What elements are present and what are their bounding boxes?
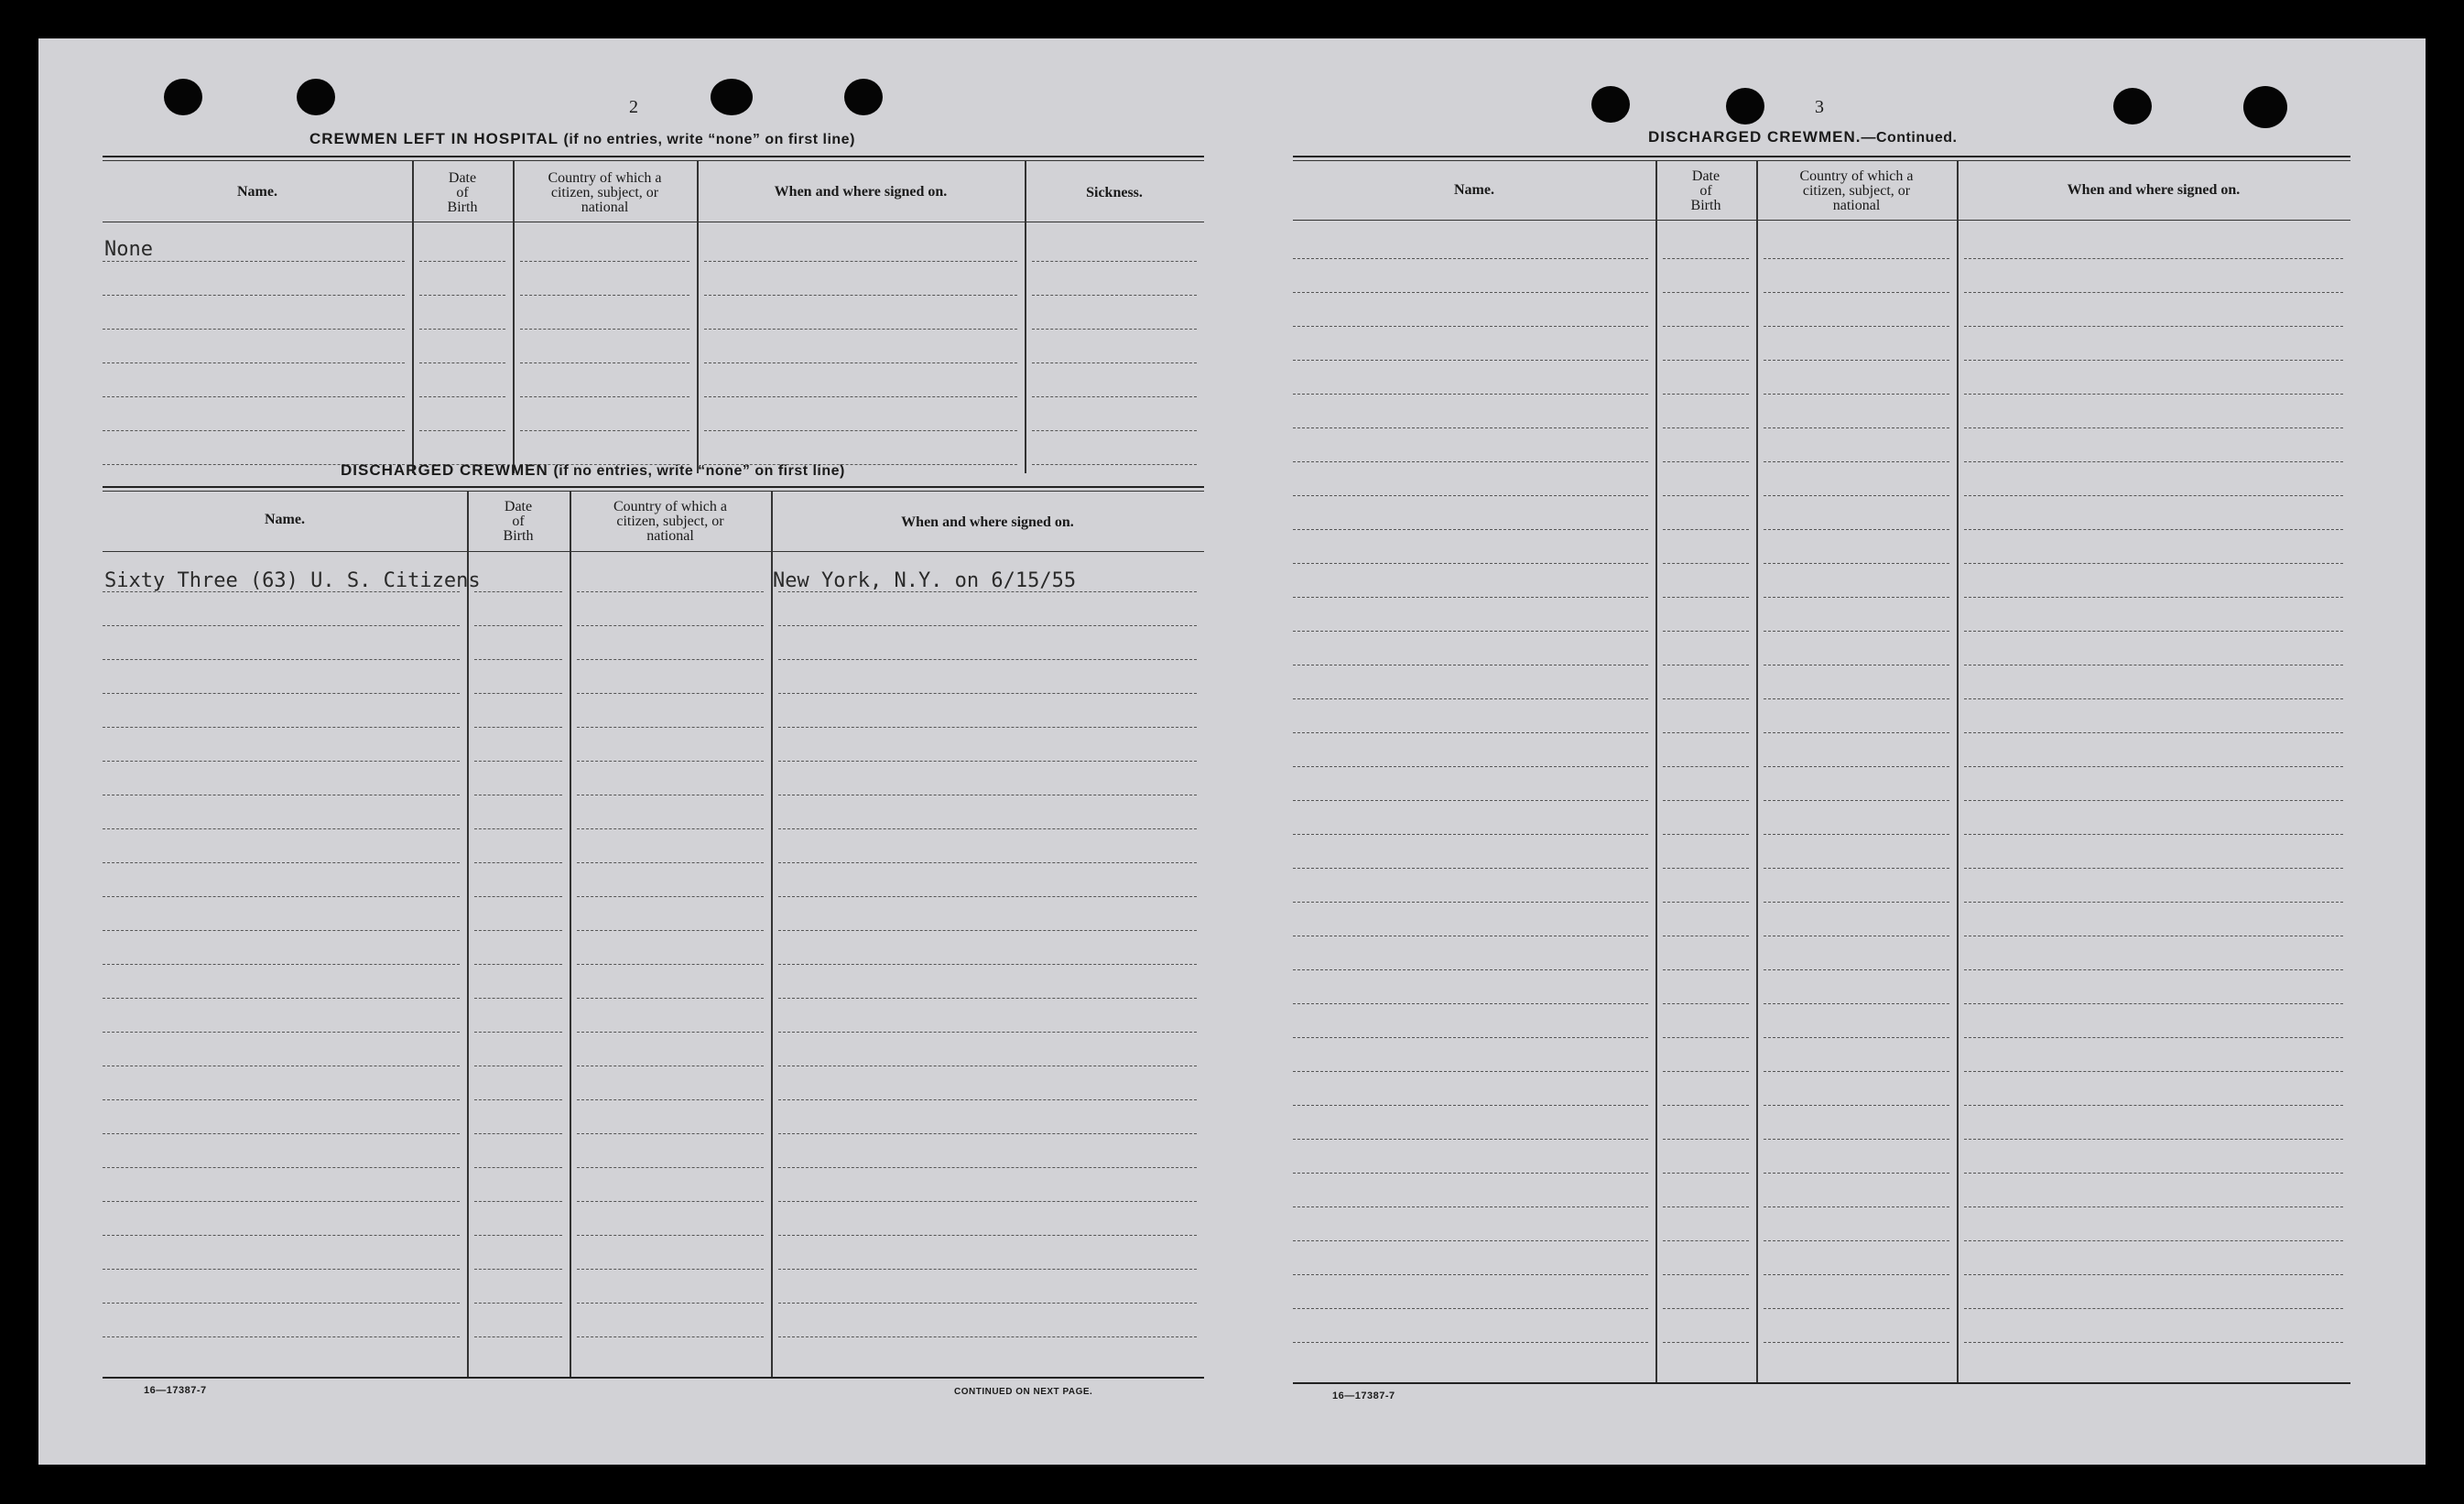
table-row-line xyxy=(1964,732,2343,733)
table-row-line xyxy=(103,1235,460,1236)
table-row-line xyxy=(778,1032,1197,1033)
table-row-line xyxy=(1764,698,1949,699)
table-row-line xyxy=(474,828,562,829)
table-row-line xyxy=(474,1336,562,1337)
table-row-line xyxy=(1663,698,1749,699)
table-row-line xyxy=(474,964,562,965)
table-row-line xyxy=(103,1032,460,1033)
table-row-line xyxy=(1293,1308,1648,1309)
table-column-divider xyxy=(1025,161,1026,473)
continued-title-text: DISCHARGED CREWMEN. xyxy=(1648,128,1862,146)
table-row-line xyxy=(1293,427,1648,428)
table-row-line xyxy=(704,329,1017,330)
table-row-line xyxy=(1293,1342,1648,1343)
table-row-line xyxy=(1293,1173,1648,1174)
punch-hole xyxy=(2113,88,2152,124)
column-header: When and where signed on. xyxy=(774,184,948,200)
punch-hole xyxy=(1591,86,1630,123)
table-row-line xyxy=(1964,1206,2343,1207)
punch-hole xyxy=(297,79,335,115)
table-row-line xyxy=(1764,1003,1949,1004)
table-row-line xyxy=(1293,326,1648,327)
discharged-entry-name: Sixty Three (63) U. S. Citizens xyxy=(104,569,481,592)
discharged-instruction: (if no entries, write “none” on first line) xyxy=(553,463,845,479)
table-row-line xyxy=(474,1201,562,1202)
table-row-line xyxy=(520,329,689,330)
table-row-line xyxy=(1293,1003,1648,1004)
table-column-divider xyxy=(1756,161,1758,1382)
table-row-line xyxy=(577,1269,764,1270)
table-row-line xyxy=(1964,360,2343,361)
table-row-line xyxy=(577,591,764,592)
table-row-line xyxy=(474,625,562,626)
continued-section-title xyxy=(1648,128,1958,146)
table-row-line xyxy=(1964,1240,2343,1241)
table-row-line xyxy=(474,693,562,694)
table-row-line xyxy=(577,896,764,897)
table-row-line xyxy=(1663,1105,1749,1106)
table-row-line xyxy=(577,1336,764,1337)
table-row-line xyxy=(577,1133,764,1134)
table-row-line xyxy=(520,295,689,296)
table-row-line xyxy=(577,625,764,626)
table-row-line xyxy=(1293,1240,1648,1241)
discharged-section-title xyxy=(341,461,845,480)
table-row-line xyxy=(1293,698,1648,699)
table-row-line xyxy=(1764,1173,1949,1174)
table-row-line xyxy=(103,896,460,897)
table-row-line xyxy=(1964,427,2343,428)
table-row-line xyxy=(1964,1003,2343,1004)
hospital-instruction: (if no entries, write “none” on first line) xyxy=(563,132,855,147)
table-row-line xyxy=(577,1032,764,1033)
table-row-line xyxy=(474,591,562,592)
table-row-line xyxy=(474,727,562,728)
table-row-line xyxy=(1293,1037,1648,1038)
table-row-line xyxy=(1964,495,2343,496)
table-row-line xyxy=(103,1099,460,1100)
table-row-line xyxy=(1964,969,2343,970)
table-row-line xyxy=(419,396,505,397)
table-header-rule xyxy=(103,551,1204,552)
table-row-line xyxy=(704,362,1017,363)
table-row-line xyxy=(1764,834,1949,835)
table-row-line xyxy=(474,1269,562,1270)
hospital-table-top-rule xyxy=(103,156,1204,157)
table-row-line xyxy=(1293,1105,1648,1106)
table-row-line xyxy=(1663,1071,1749,1072)
table-row-line xyxy=(778,1201,1197,1202)
table-row-line xyxy=(1964,1105,2343,1106)
table-row-line xyxy=(778,727,1197,728)
table-row-line xyxy=(577,1235,764,1236)
table-row-line xyxy=(1032,329,1197,330)
table-row-line xyxy=(1663,732,1749,733)
table-row-line xyxy=(1032,430,1197,431)
table-row-line xyxy=(1663,1206,1749,1207)
table-row-line xyxy=(1293,1071,1648,1072)
table-row-line xyxy=(1032,464,1197,465)
form-number: 16—17387-7 xyxy=(144,1385,207,1396)
table-row-line xyxy=(474,659,562,660)
table-column-divider xyxy=(697,161,699,473)
table-row-line xyxy=(1964,868,2343,869)
discharged-table-top-rule-2 xyxy=(103,491,1204,492)
column-header: Sickness. xyxy=(1086,185,1143,200)
column-header: Date of Birth xyxy=(503,499,534,544)
table-row-line xyxy=(1293,1139,1648,1140)
table-row-line xyxy=(1964,529,2343,530)
table-row-line xyxy=(103,295,405,296)
table-row-line xyxy=(1663,563,1749,564)
table-row-line xyxy=(1764,1206,1949,1207)
table-row-line xyxy=(1964,631,2343,632)
table-row-line xyxy=(577,1201,764,1202)
table-row-line xyxy=(1764,1105,1949,1106)
table-row-line xyxy=(103,261,405,262)
table-row-line xyxy=(1663,868,1749,869)
table-row-line xyxy=(103,727,460,728)
table-row-line xyxy=(1293,902,1648,903)
table-row-line xyxy=(778,761,1197,762)
table-row-line xyxy=(1293,766,1648,767)
table-row-line xyxy=(577,998,764,999)
table-row-line xyxy=(474,1235,562,1236)
table-row-line xyxy=(1764,732,1949,733)
punch-hole xyxy=(164,79,202,115)
table-row-line xyxy=(1032,362,1197,363)
table-row-line xyxy=(1293,800,1648,801)
table-row-line xyxy=(1663,292,1749,293)
table-row-line xyxy=(103,998,460,999)
punch-hole xyxy=(2243,86,2287,128)
table-column-divider xyxy=(570,492,571,1377)
table-row-line xyxy=(1663,529,1749,530)
table-row-line xyxy=(103,1201,460,1202)
table-row-line xyxy=(577,828,764,829)
table-row-line xyxy=(1964,834,2343,835)
continued-table-top-rule-2 xyxy=(1293,160,2350,161)
table-row-line xyxy=(778,862,1197,863)
discharged-table-top-rule xyxy=(103,486,1204,488)
table-row-line xyxy=(474,1303,562,1304)
table-row-line xyxy=(1663,1308,1749,1309)
table-row-line xyxy=(1663,461,1749,462)
table-row-line xyxy=(1663,597,1749,598)
page-number: 2 xyxy=(629,97,638,117)
table-column-divider xyxy=(467,492,469,1377)
table-row-line xyxy=(704,295,1017,296)
table-row-line xyxy=(1663,258,1749,259)
hospital-section-title xyxy=(309,130,855,148)
table-row-line xyxy=(1663,1240,1749,1241)
table-row-line xyxy=(474,1032,562,1033)
discharged-title-text: DISCHARGED CREWMEN xyxy=(341,461,548,479)
table-row-line xyxy=(1764,1342,1949,1343)
table-row-line xyxy=(577,1099,764,1100)
table-row-line xyxy=(1764,1139,1949,1140)
table-row-line xyxy=(1964,597,2343,598)
table-row-line xyxy=(1764,1274,1949,1275)
table-row-line xyxy=(1964,326,2343,327)
table-row-line xyxy=(1764,258,1949,259)
table-row-line xyxy=(103,396,405,397)
table-row-line xyxy=(1663,800,1749,801)
table-row-line xyxy=(778,1336,1197,1337)
table-row-line xyxy=(778,1303,1197,1304)
table-row-line xyxy=(1764,326,1949,327)
table-row-line xyxy=(778,1235,1197,1236)
table-row-line xyxy=(103,964,460,965)
hospital-entry: None xyxy=(104,238,153,261)
table-row-line xyxy=(1964,1173,2343,1174)
table-row-line xyxy=(1964,698,2343,699)
table-row-line xyxy=(520,362,689,363)
table-row-line xyxy=(419,430,505,431)
continued-title-suffix: —Continued. xyxy=(1861,130,1958,146)
table-row-line xyxy=(1293,394,1648,395)
table-row-line xyxy=(1293,495,1648,496)
table-row-line xyxy=(1964,1308,2343,1309)
table-row-line xyxy=(1293,834,1648,835)
table-row-line xyxy=(1293,969,1648,970)
table-row-line xyxy=(419,329,505,330)
column-header: Date of Birth xyxy=(447,170,478,215)
table-row-line xyxy=(1764,800,1949,801)
column-header: Name. xyxy=(1454,182,1494,198)
table-row-line xyxy=(474,998,562,999)
table-row-line xyxy=(1293,1274,1648,1275)
table-row-line xyxy=(1764,427,1949,428)
table-row-line xyxy=(1663,394,1749,395)
table-row-line xyxy=(1964,292,2343,293)
table-row-line xyxy=(1764,868,1949,869)
table-row-line xyxy=(1663,766,1749,767)
table-row-line xyxy=(778,1099,1197,1100)
table-row-line xyxy=(1764,394,1949,395)
table-row-line xyxy=(778,625,1197,626)
right-page xyxy=(1229,38,2426,1465)
table-row-line xyxy=(1293,360,1648,361)
table-row-line xyxy=(1663,631,1749,632)
table-row-line xyxy=(419,295,505,296)
table-row-line xyxy=(1663,902,1749,903)
table-row-line xyxy=(103,1167,460,1168)
table-row-line xyxy=(103,1336,460,1337)
table-row-line xyxy=(103,761,460,762)
table-row-line xyxy=(1293,529,1648,530)
table-row-line xyxy=(778,930,1197,931)
table-row-line xyxy=(103,329,405,330)
table-row-line xyxy=(1964,766,2343,767)
table-row-line xyxy=(1663,1003,1749,1004)
table-row-line xyxy=(1764,563,1949,564)
table-row-line xyxy=(1964,1342,2343,1343)
table-row-line xyxy=(1964,1037,2343,1038)
punch-hole xyxy=(711,79,753,115)
table-row-line xyxy=(1663,495,1749,496)
table-row-line xyxy=(103,693,460,694)
table-row-line xyxy=(103,430,405,431)
hospital-title-text: CREWMEN LEFT IN HOSPITAL xyxy=(309,130,559,147)
table-row-line xyxy=(103,862,460,863)
table-row-line xyxy=(1764,495,1949,496)
table-row-line xyxy=(1032,396,1197,397)
table-row-line xyxy=(1964,1071,2343,1072)
table-row-line xyxy=(1764,360,1949,361)
column-header: Date of Birth xyxy=(1690,168,1721,213)
table-row-line xyxy=(1764,766,1949,767)
table-row-line xyxy=(1964,563,2343,564)
column-header: Name. xyxy=(265,512,305,527)
table-row-line xyxy=(1293,732,1648,733)
table-row-line xyxy=(778,1269,1197,1270)
table-row-line xyxy=(474,930,562,931)
table-row-line xyxy=(778,693,1197,694)
table-row-line xyxy=(1764,1071,1949,1072)
column-header: Country of which a citizen, subject, or national xyxy=(1799,168,1914,213)
column-header: When and where signed on. xyxy=(901,514,1074,530)
table-row-line xyxy=(103,362,405,363)
table-row-line xyxy=(1764,1240,1949,1241)
table-column-divider xyxy=(1655,161,1657,1382)
table-row-line xyxy=(577,693,764,694)
table-row-line xyxy=(103,1133,460,1134)
table-row-line xyxy=(1663,1274,1749,1275)
table-row-line xyxy=(1964,461,2343,462)
table-row-line xyxy=(1663,360,1749,361)
table-row-line xyxy=(1293,597,1648,598)
column-header: Country of which a citizen, subject, or national xyxy=(613,499,727,544)
table-row-line xyxy=(103,625,460,626)
table-row-line xyxy=(577,862,764,863)
hospital-table-top-rule-2 xyxy=(103,160,1204,161)
table-row-line xyxy=(520,396,689,397)
left-page xyxy=(38,38,1229,1465)
table-row-line xyxy=(1663,427,1749,428)
table-row-line xyxy=(577,930,764,931)
table-header-rule xyxy=(1293,220,2350,221)
table-row-line xyxy=(704,261,1017,262)
table-row-line xyxy=(1293,1206,1648,1207)
table-row-line xyxy=(1293,258,1648,259)
table-row-line xyxy=(778,1167,1197,1168)
table-row-line xyxy=(1764,1308,1949,1309)
table-row-line xyxy=(1964,800,2343,801)
table-row-line xyxy=(1964,902,2343,903)
table-row-line xyxy=(1663,834,1749,835)
table-row-line xyxy=(1663,1173,1749,1174)
table-row-line xyxy=(474,1099,562,1100)
table-row-line xyxy=(1032,261,1197,262)
table-row-line xyxy=(474,1167,562,1168)
table-row-line xyxy=(1764,1037,1949,1038)
table-row-line xyxy=(1293,461,1648,462)
table-row-line xyxy=(1764,631,1949,632)
table-column-divider xyxy=(771,492,773,1377)
punch-hole xyxy=(1726,88,1764,124)
table-row-line xyxy=(419,362,505,363)
table-row-line xyxy=(778,659,1197,660)
table-row-line xyxy=(778,828,1197,829)
table-row-line xyxy=(1293,563,1648,564)
table-row-line xyxy=(1764,461,1949,462)
column-header: When and where signed on. xyxy=(2067,182,2241,198)
table-row-line xyxy=(1293,631,1648,632)
table-row-line xyxy=(1764,529,1949,530)
table-row-line xyxy=(577,659,764,660)
table-row-line xyxy=(1764,597,1949,598)
table-row-line xyxy=(103,930,460,931)
table-row-line xyxy=(778,1133,1197,1134)
table-row-line xyxy=(520,430,689,431)
continued-note: CONTINUED ON NEXT PAGE. xyxy=(954,1387,1093,1397)
table-row-line xyxy=(1293,868,1648,869)
table-row-line xyxy=(474,761,562,762)
continued-table-top-rule xyxy=(1293,156,2350,157)
table-row-line xyxy=(103,1303,460,1304)
table-row-line xyxy=(103,1269,460,1270)
table-row-line xyxy=(474,1133,562,1134)
table-row-line xyxy=(1663,1342,1749,1343)
table-row-line xyxy=(704,430,1017,431)
table-row-line xyxy=(474,862,562,863)
table-row-line xyxy=(103,828,460,829)
table-row-line xyxy=(1964,1274,2343,1275)
table-row-line xyxy=(520,261,689,262)
column-header: Name. xyxy=(237,184,277,200)
table-row-line xyxy=(1032,295,1197,296)
table-row-line xyxy=(704,396,1017,397)
table-row-line xyxy=(1663,326,1749,327)
table-column-divider xyxy=(1957,161,1959,1382)
table-row-line xyxy=(1663,1037,1749,1038)
table-row-line xyxy=(577,1167,764,1168)
table-row-line xyxy=(1964,1139,2343,1140)
table-row-line xyxy=(1964,394,2343,395)
table-row-line xyxy=(577,1303,764,1304)
table-row-line xyxy=(1964,258,2343,259)
punch-hole xyxy=(844,79,883,115)
table-row-line xyxy=(1764,969,1949,970)
form-number: 16—17387-7 xyxy=(1332,1390,1395,1401)
discharged-entry-signed-on: New York, N.Y. on 6/15/55 xyxy=(773,569,1077,592)
table-row-line xyxy=(1764,292,1949,293)
table-row-line xyxy=(577,964,764,965)
table-row-line xyxy=(474,896,562,897)
table-row-line xyxy=(1663,1139,1749,1140)
page-number: 3 xyxy=(1815,97,1824,117)
table-row-line xyxy=(778,964,1197,965)
right-bottom-rule xyxy=(1293,1382,2350,1384)
table-row-line xyxy=(1663,969,1749,970)
left-bottom-rule xyxy=(103,1377,1204,1379)
column-header: Country of which a citizen, subject, or national xyxy=(548,170,662,215)
table-row-line xyxy=(1764,902,1949,903)
table-row-line xyxy=(577,727,764,728)
table-row-line xyxy=(1293,292,1648,293)
table-row-line xyxy=(577,761,764,762)
table-row-line xyxy=(419,261,505,262)
table-row-line xyxy=(778,896,1197,897)
table-row-line xyxy=(778,998,1197,999)
table-row-line xyxy=(103,659,460,660)
